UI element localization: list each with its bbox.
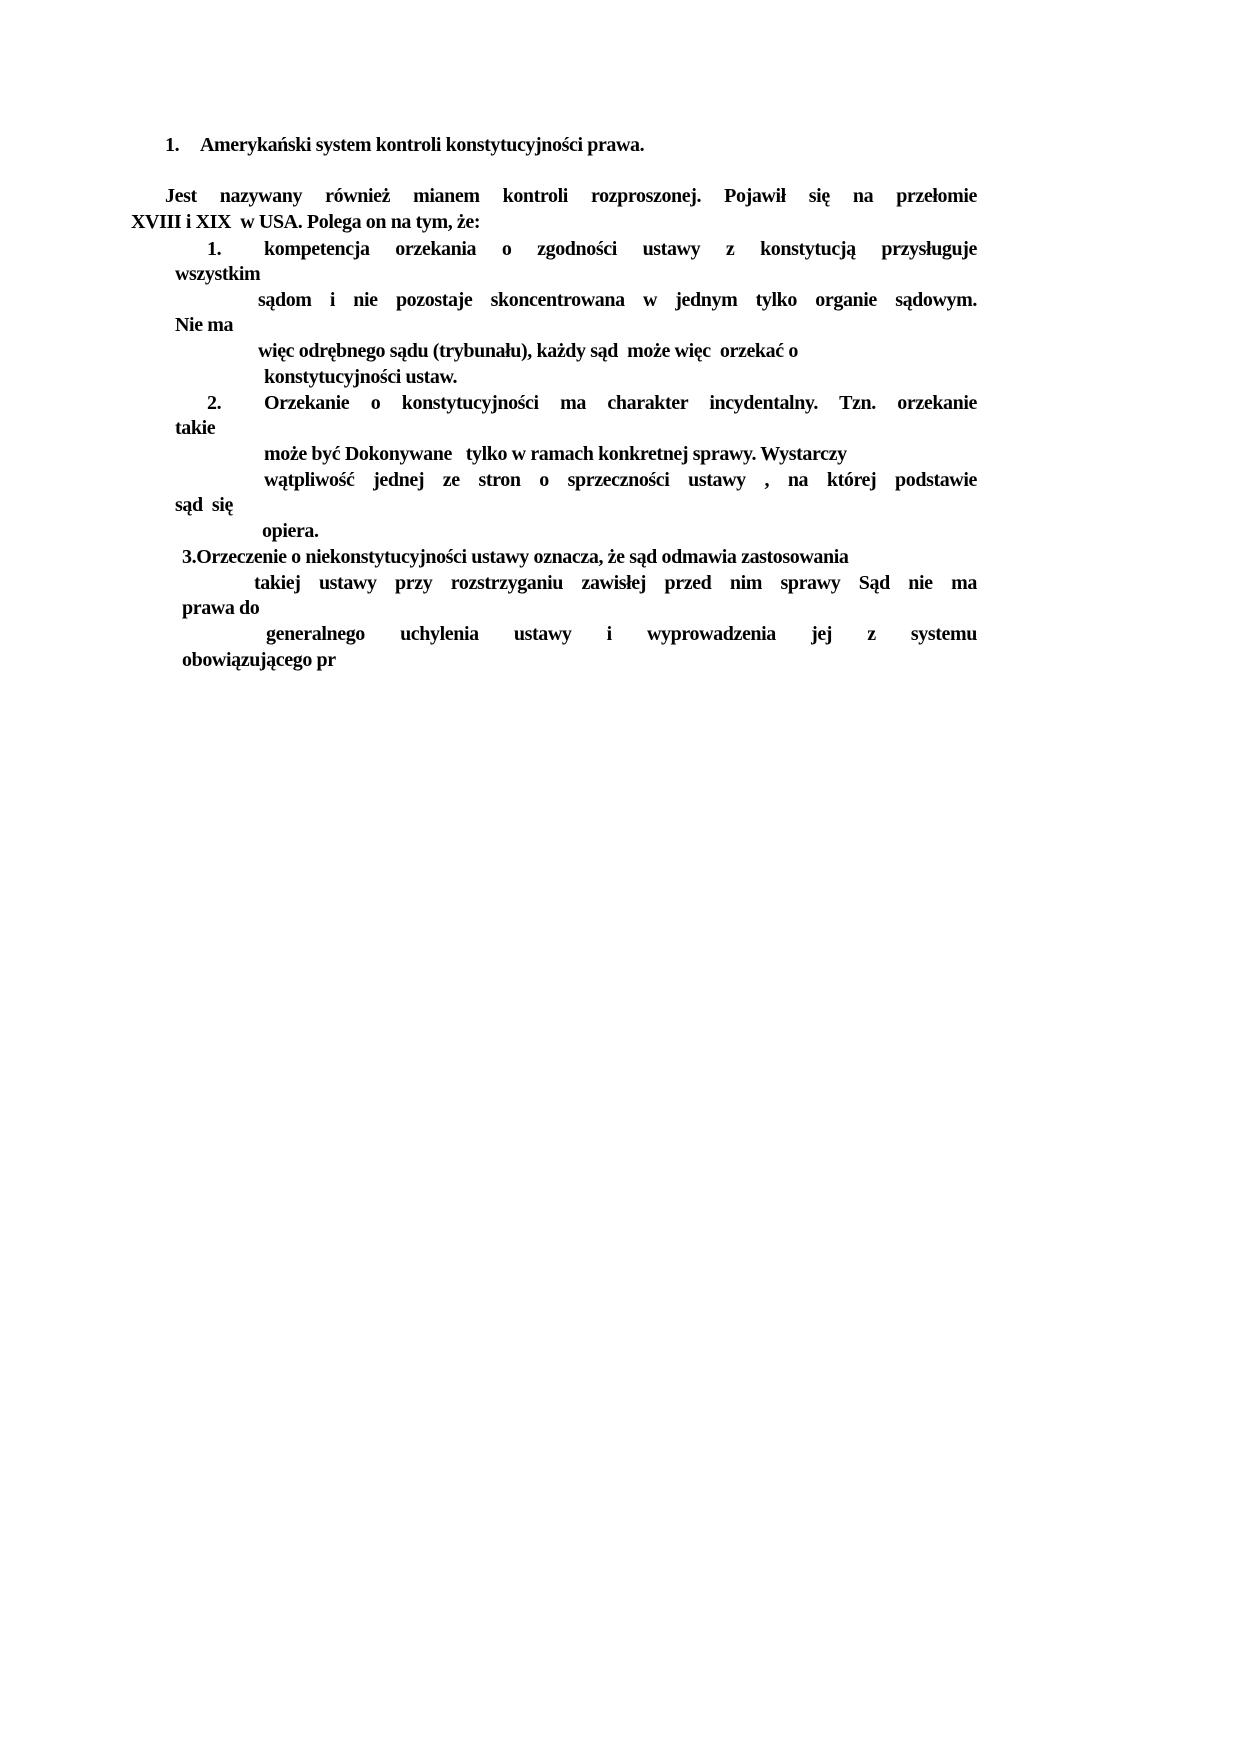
list-item-line: może być Dokonywane tylko w ramach konkretnej sprawy. Wystarczy <box>264 443 847 465</box>
list-item-line: sądom i nie pozostaje skoncentrowana w jednym tylko organie sądowym. <box>258 289 977 311</box>
list-item-line: takie <box>175 417 216 439</box>
list-item-line: takiej ustawy przy rozstrzyganiu zawisłej przed nim sprawy Sąd nie ma <box>254 572 977 594</box>
list-item-line: wszystkim <box>175 263 261 285</box>
list-item-line: opiera. <box>262 520 319 542</box>
list-item-line: prawa do <box>182 597 260 619</box>
heading-title: Amerykański system kontroli konstytucyjności prawa. <box>200 134 645 156</box>
list-item-line: obowiązującego pr <box>182 649 336 671</box>
list-item-line: sąd się <box>175 494 233 516</box>
list-number: 2. <box>207 392 222 414</box>
list-item-line: Nie ma <box>175 314 234 336</box>
heading-number: 1. <box>165 134 180 156</box>
list-item-line: 3.Orzeczenie o niekonstytucyjności ustawy oznacza, że sąd odmawia zastosowania <box>182 546 849 568</box>
list-item-line: generalnego uchylenia ustawy i wyprowadzenia jej z systemu <box>266 623 977 645</box>
list-item-line: kompetencja orzekania o zgodności ustawy z konstytucją przysługuje <box>264 238 977 260</box>
list-item-line: konstytucyjności ustaw. <box>264 366 458 388</box>
list-item-line: wątpliwość jednej ze stron o sprzeczności ustawy , na której podstawie <box>264 469 977 491</box>
list-item-line: Orzekanie o konstytucyjności ma charakter incydentalny. Tzn. orzekanie <box>264 392 977 414</box>
paragraph-line: Jest nazywany również mianem kontroli rozproszonej. Pojawił się na przełomie <box>165 185 977 207</box>
list-item-line: więc odrębnego sądu (trybunału), każdy sąd może więc orzekać o <box>258 340 798 362</box>
list-number: 1. <box>207 238 222 260</box>
paragraph-line: XVIII i XIX w USA. Polega on na tym, że: <box>131 211 481 233</box>
